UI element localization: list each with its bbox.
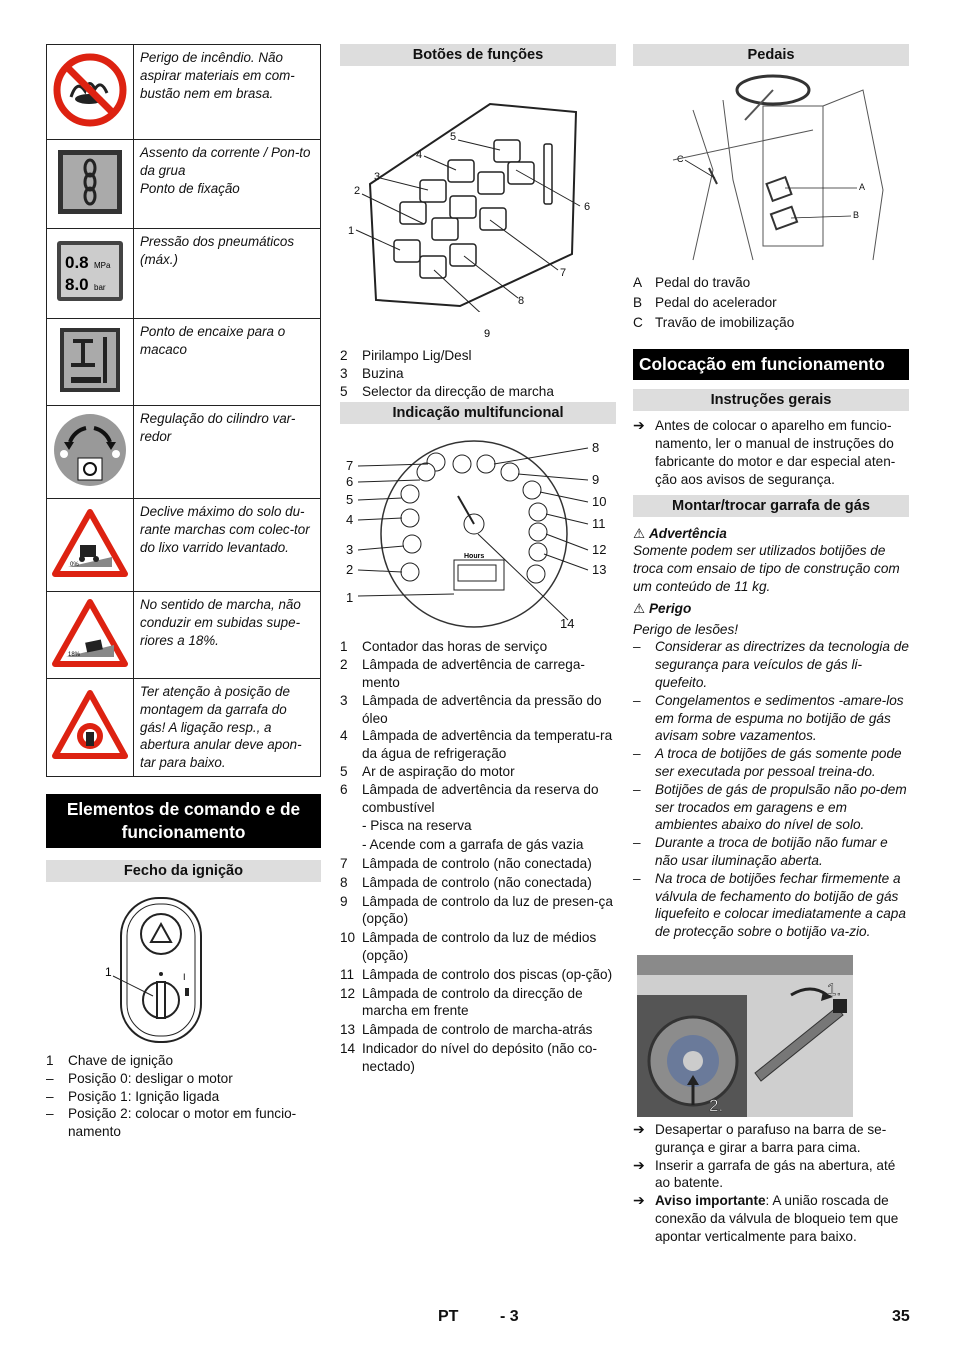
- symbol-cell: [47, 319, 134, 406]
- list-item: [633, 781, 909, 834]
- ignition-list: [46, 1052, 321, 1141]
- callout-label: 5: [346, 492, 354, 508]
- item-text: Selector da direcção de marcha: [362, 383, 554, 399]
- display-title: Indicação multifuncional: [340, 402, 616, 424]
- gas-bottle-position-icon: [52, 690, 128, 760]
- symbol-text: Ter atenção à posição de montagem da garrafa do gás! A ligação resp., a abertura anular deve apon-tar para baixo.: [134, 679, 321, 777]
- list-item: [340, 1040, 616, 1076]
- item-number: [340, 836, 362, 854]
- item-text: Antes de colocar o aparelho em funcio-namento, ler o manual de instruções do fabricante do motor e dar especial aten-ção aos avisos de segurança.: [655, 418, 896, 487]
- item-text: Botijões de gás de propulsão não po-dem ser trocados em garagens e em ambientes abaixo do nível de solo.: [655, 781, 907, 833]
- item-text: [655, 1192, 909, 1245]
- list-item: [46, 1088, 321, 1106]
- list-item: [340, 929, 616, 965]
- arrow-right-icon: ➔: [633, 1120, 645, 1137]
- symbol-row: [47, 679, 321, 777]
- list-item: [340, 638, 616, 656]
- symbol-row: [47, 592, 321, 679]
- list-item: [633, 692, 909, 745]
- item-number: 9: [340, 893, 348, 909]
- list-item: [340, 763, 616, 781]
- photo-step-label: 2.: [709, 1095, 724, 1115]
- item-dash: –: [46, 1088, 54, 1104]
- arrow-right-icon: ➔: [633, 1156, 645, 1173]
- symbol-cell: [47, 406, 134, 499]
- item-text: Contador das horas de serviço: [362, 639, 548, 655]
- warning-label: Advertência: [648, 525, 727, 541]
- item-text: Travão de imobilização: [655, 314, 795, 330]
- item-text: Desapertar o parafuso na barra de se-gurança e girar a barra para cima.: [655, 1121, 887, 1155]
- item-text: Indicador do nível do depósito (não co-nectado): [362, 1040, 598, 1074]
- photo-step-label: 1.: [827, 979, 842, 999]
- chain-icon: [57, 149, 123, 215]
- symbol-table: [46, 44, 321, 777]
- list-item: [633, 1157, 909, 1193]
- callout-label: 13: [592, 562, 607, 578]
- symbol-text: Regulação do cilindro var-redor: [134, 406, 321, 499]
- hours-label: Hours: [464, 553, 485, 561]
- callout-label: 8: [518, 295, 525, 307]
- column-middle: [340, 44, 616, 1076]
- danger-label: Perigo: [648, 600, 692, 616]
- item-text: Pedal do acelerador: [655, 294, 777, 310]
- list-item: [340, 656, 616, 692]
- list-item: [340, 727, 616, 763]
- max-slope-raised-icon: [52, 509, 128, 577]
- item-text: Chave de ignição: [68, 1052, 174, 1068]
- symbol-text: Ponto de encaixe para o macaco: [134, 319, 321, 406]
- callout-label: 1: [346, 590, 354, 606]
- callout-label: 2: [346, 562, 354, 578]
- symbol-cell: [47, 592, 134, 679]
- brush-roller-adjust-icon: [52, 412, 128, 488]
- list-item: [46, 1070, 321, 1088]
- symbol-text: Perigo de incêndio. Não aspirar materiais em com-bustão nem em brasa.: [134, 45, 321, 140]
- callout-label: B: [853, 210, 860, 220]
- list-item: [46, 1105, 321, 1141]
- important-label: Aviso importante: [655, 1193, 766, 1209]
- item-number: 13: [340, 1022, 356, 1038]
- item-text: - Pisca na reserva: [362, 818, 472, 834]
- tire-pressure-icon: [56, 240, 124, 302]
- symbol-cell: [47, 499, 134, 592]
- ignition-lock-figure: [101, 896, 261, 1046]
- item-text: Lâmpada de controlo (não conectada): [362, 855, 592, 871]
- section-page: - 3: [500, 1308, 519, 1325]
- item-letter: B: [633, 294, 643, 310]
- symbol-text: No sentido de marcha, não conduzir em subidas supe-riores a 18%.: [134, 592, 321, 679]
- list-item: [340, 365, 616, 383]
- item-number: 3: [340, 365, 348, 381]
- item-number: 2: [340, 657, 348, 673]
- item-text: Na troca de botijões fechar firmemente a válvula de fechamento do botijão de gás liquefeito e colocar imediatamente a capa de protecção sobre o botijão va-zio.: [655, 870, 906, 940]
- item-text: Considerar as directrizes da tecnologia de segurança para veículos de gás li-quefeito.: [655, 639, 909, 690]
- list-item: [340, 836, 616, 854]
- callout-label: 7: [560, 267, 567, 279]
- item-number: 5: [340, 763, 348, 779]
- page-footer: [0, 1308, 954, 1328]
- item-number: 1: [46, 1052, 54, 1068]
- danger-intro: Perigo de lesões!: [633, 621, 739, 637]
- callout-label: 11: [592, 516, 606, 532]
- item-text: Pirilampo Lig/Desl: [362, 348, 472, 363]
- slope-label: 18%: [68, 651, 81, 658]
- item-number: 6: [340, 781, 348, 797]
- important-text: : A união roscada de conexão da válvula de bloqueio tem que apontar verticalmente para baixo.: [655, 1193, 899, 1244]
- gas-title: Montar/trocar garrafa de gás: [633, 495, 909, 517]
- pedals-list: [633, 274, 909, 331]
- warning-triangle-icon: ⚠: [633, 525, 646, 541]
- warning-triangle-icon: ⚠: [633, 600, 646, 616]
- item-letter: C: [633, 314, 643, 330]
- arrow-right-icon: ➔: [633, 1192, 645, 1209]
- pressure-mpa-unit: MPa: [94, 261, 111, 270]
- pressure-mpa-value: 0.8: [65, 253, 89, 272]
- max-slope-18-icon: [52, 599, 128, 667]
- item-dash: –: [633, 639, 641, 655]
- general-title: Instruções gerais: [633, 389, 909, 411]
- item-text: A troca de botijões de gás somente pode ser executada por pessoal treina-do.: [655, 746, 902, 779]
- symbol-cell: [47, 140, 134, 229]
- list-item: [633, 314, 909, 332]
- language-code: PT: [438, 1308, 459, 1325]
- symbol-text-content: Assento da corrente / Pon-to da grua Ponto de fixação: [140, 145, 311, 196]
- item-text: Congelamentos e sedimentos -amare-los em forma de espuma no botijão de gás avisam sobre vazamentos.: [655, 692, 904, 744]
- item-dash: –: [46, 1106, 54, 1122]
- pressure-bar-unit: bar: [94, 283, 106, 292]
- callout-label: 1: [348, 225, 355, 237]
- section-title-controls: Elementos de comando e de funcionamento: [46, 794, 321, 848]
- symbol-text: Pressão dos pneumáticos (máx.): [134, 229, 321, 319]
- symbol-cell: [47, 679, 134, 777]
- list-item: [340, 855, 616, 873]
- item-dash: –: [46, 1070, 54, 1086]
- list-item: [340, 781, 616, 817]
- callout-label: 2: [354, 185, 361, 197]
- symbol-row: [47, 229, 321, 319]
- function-buttons-figure: [340, 74, 616, 312]
- callout-label: 4: [346, 512, 354, 528]
- callout-label: 9: [592, 472, 600, 488]
- list-item: [340, 874, 616, 892]
- list-item: [633, 834, 909, 870]
- callout-label: 9: [484, 328, 491, 340]
- symbol-text: [134, 140, 321, 229]
- callout-label: 3: [346, 542, 354, 558]
- callout-label: 8: [592, 440, 600, 456]
- item-text: Lâmpada de controlo (não conectada): [362, 874, 592, 890]
- item-dash: –: [633, 835, 641, 851]
- display-list: [340, 638, 616, 1075]
- callout-label: 10: [592, 494, 607, 510]
- item-number: 8: [340, 874, 348, 890]
- list-item: [340, 817, 616, 835]
- svg-text:I: I: [183, 971, 186, 982]
- item-number: 4: [340, 728, 348, 744]
- symbol-row: [47, 45, 321, 140]
- pedals-title: Pedais: [633, 44, 909, 66]
- symbol-cell: [47, 45, 134, 140]
- item-number: 12: [340, 985, 356, 1001]
- callout-label: 3: [374, 171, 381, 183]
- callout-label: 12: [592, 542, 607, 558]
- item-number: 14: [340, 1040, 356, 1056]
- callout-label: 6: [584, 201, 591, 213]
- item-text: Pedal do travão: [655, 275, 751, 290]
- section-title-startup: Colocação em funcionamento: [633, 349, 909, 380]
- ignition-title: Fecho da ignição: [46, 860, 321, 882]
- callout-9-marker: [480, 326, 500, 340]
- item-number: 3: [340, 692, 348, 708]
- item-number: 10: [340, 930, 356, 946]
- gas-steps: [633, 1121, 909, 1246]
- pressure-bar-value: 8.0: [65, 275, 89, 294]
- item-dash: –: [633, 870, 641, 886]
- item-text: Buzina: [362, 365, 404, 381]
- item-number: 11: [340, 966, 355, 982]
- list-item: [340, 383, 616, 401]
- symbol-row: [47, 499, 321, 592]
- warning-text: Somente podem ser utilizados botijões de troca com ensaio de tipo de construção com um conteúdo de 11 kg.: [633, 543, 900, 594]
- symbol-row: [47, 319, 321, 406]
- item-text: Posição 1: Ignição ligada: [68, 1088, 220, 1104]
- item-text: Posição 0: desligar o motor: [68, 1070, 233, 1086]
- arrow-right-icon: ➔: [633, 417, 645, 434]
- item-text: Lâmpada de controlo dos piscas (op-ção): [362, 966, 613, 982]
- callout-label: C: [677, 154, 684, 164]
- item-text: Posição 2: colocar o motor em funcio-namento: [68, 1106, 297, 1140]
- item-letter: A: [633, 275, 643, 290]
- list-item: [340, 966, 616, 984]
- multifunction-display-figure: [340, 434, 616, 630]
- general-instructions: [633, 417, 909, 488]
- list-item: [340, 893, 616, 929]
- list-item: [633, 745, 909, 781]
- list-item: [340, 1021, 616, 1039]
- no-burning-material-icon: [53, 53, 127, 127]
- item-text: - Acende com a garrafa de gás vazia: [362, 837, 584, 853]
- item-text: Lâmpada de controlo da luz de presen-ça (opção): [362, 893, 613, 927]
- list-item: [633, 638, 909, 691]
- list-item: [633, 417, 909, 488]
- item-dash: –: [633, 692, 641, 708]
- list-item: [633, 870, 909, 941]
- item-text: Durante a troca de botijão não fumar e não usar iluminação aberta.: [655, 835, 888, 868]
- column-right: [633, 44, 909, 1245]
- jack-point-icon: [59, 327, 121, 393]
- callout-label: 14: [560, 616, 575, 631]
- item-text: Inserir a garrafa de gás na abertura, até ao batente.: [655, 1157, 896, 1191]
- column-left: [46, 44, 321, 1141]
- item-text: Lâmpada de advertência da temperatu-ra da água de refrigeração: [362, 728, 613, 762]
- buttons-list: [340, 347, 616, 400]
- item-dash: –: [633, 746, 641, 762]
- item-text: Lâmpada de controlo da luz de médios (opção): [362, 930, 597, 963]
- list-item: [633, 1192, 909, 1245]
- item-number: 2: [340, 348, 348, 363]
- item-text: Lâmpada de advertência de carrega-mento: [362, 657, 585, 690]
- list-item: [46, 1052, 321, 1070]
- symbol-text: Declive máximo do solo du-rante marchas com colec-tor do lixo varrido levantado.: [134, 499, 321, 592]
- callout-label: 6: [346, 474, 354, 490]
- warning-block: [633, 525, 909, 941]
- item-text: Lâmpada de controlo da direcção de marcha em frente: [362, 985, 583, 1019]
- callout-label: 5: [450, 131, 457, 143]
- gas-bottle-photo: [637, 955, 853, 1117]
- symbol-row: [47, 140, 321, 229]
- list-item: [340, 692, 616, 728]
- item-text: Lâmpada de controlo de marcha-atrás: [362, 1022, 593, 1038]
- list-item: [633, 274, 909, 292]
- item-number: [340, 817, 362, 835]
- warning-heading: [633, 525, 909, 543]
- callout-label: 1: [105, 964, 112, 979]
- item-text: Ar de aspiração do motor: [362, 763, 515, 779]
- item-number: 5: [340, 383, 348, 399]
- buttons-title: Botões de funções: [340, 44, 616, 66]
- callout-label: 7: [346, 458, 354, 474]
- list-item: [340, 985, 616, 1021]
- item-text: Lâmpada de advertência da pressão do óleo: [362, 692, 602, 726]
- item-number: 7: [340, 855, 348, 871]
- callout-label: A: [859, 182, 866, 192]
- list-item: [633, 1121, 909, 1157]
- callout-label: 4: [416, 149, 423, 161]
- item-text: Lâmpada de advertência da reserva do combustível: [362, 781, 599, 815]
- item-dash: –: [633, 781, 641, 797]
- symbol-row: [47, 406, 321, 499]
- page-number: 35: [892, 1308, 910, 1325]
- pedals-figure: [633, 70, 909, 270]
- item-number: 1: [340, 639, 348, 655]
- list-item: [340, 347, 616, 365]
- slope-label: 0%: [70, 561, 79, 568]
- danger-heading: [633, 600, 909, 618]
- symbol-cell: [47, 229, 134, 319]
- list-item: [633, 294, 909, 312]
